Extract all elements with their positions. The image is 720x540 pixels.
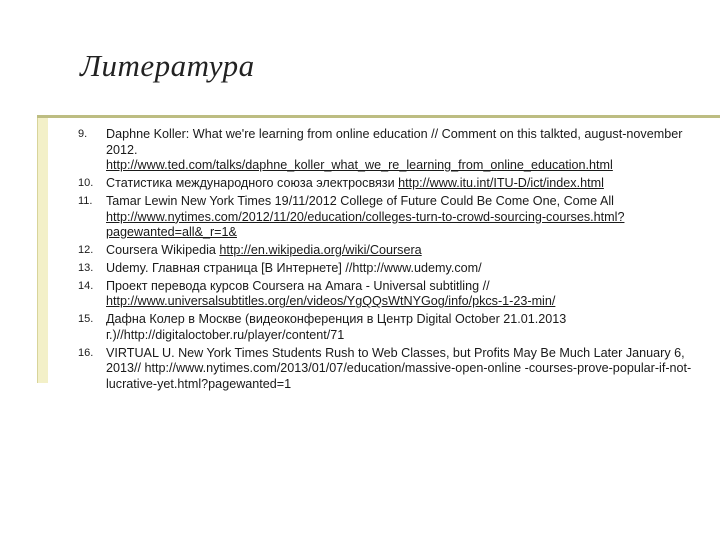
item-number: 9. (78, 128, 88, 140)
item-number: 14. (78, 279, 94, 292)
item-number: 11. (78, 194, 93, 207)
list-item (78, 261, 693, 277)
list-item (78, 279, 693, 310)
list-item (78, 176, 693, 192)
reference-list (78, 127, 693, 395)
item-link[interactable]: http://www.nytimes.com/2012/11/20/education/colleges-turn-to-crowd-sourcing-courses.html?pagewanted=all&_r=1& (106, 209, 625, 240)
list-item (78, 194, 693, 241)
item-text: Статистика международного союза электросвязи (106, 176, 399, 191)
item-text: Daphne Koller: What we're learning from online education // Comment on this talkted, august-november 2012. (106, 127, 683, 157)
title-divider (37, 115, 720, 118)
list-item (78, 346, 693, 393)
list-item (78, 243, 693, 259)
item-number: 16. (78, 346, 94, 359)
item-text: Дафна Колер в Москве (видеоконференция в Центр Digital October 21.01.2013 г.)//http://digitaloctober.ru/player/content/71 (106, 312, 567, 342)
item-text: VIRTUAL U. New York Times Students Rush to Web Classes, but Profits May Be Much Later January 6, 2013// http://www.nytimes.com/2013/01/07/education/massive-open-online -courses-prove-popular-if-not-lucrative-yet.html?pagewanted=1 (106, 345, 692, 391)
item-text: Tamar Lewin New York Times 19/11/2012 College of Future Could Be Come One, Come All (106, 193, 614, 208)
item-text: Проект перевода курсов Coursera на Amara - Universal subtitling // (106, 278, 490, 293)
item-number: 10. (78, 177, 94, 190)
list-item (78, 312, 693, 343)
item-link[interactable]: http://en.wikipedia.org/wiki/Coursera (219, 243, 422, 258)
item-link[interactable]: http://www.ted.com/talks/daphne_koller_what_we_re_learning_from_online_education.html (106, 158, 613, 173)
item-link[interactable]: http://www.itu.int/ITU-D/ict/index.html (398, 176, 604, 191)
item-link[interactable]: http://www.universalsubtitles.org/en/videos/YgQQsWtNYGog/info/pkcs-1-23-min/ (106, 294, 556, 309)
item-number: 12. (78, 244, 94, 257)
item-number: 15. (78, 313, 94, 326)
item-text: Udemy. Главная страница [В Интернете] //http://www.udemy.com/ (106, 260, 482, 275)
page-title: Литература (80, 48, 255, 83)
item-number: 13. (78, 261, 94, 274)
item-text: Coursera Wikipedia (106, 243, 220, 258)
list-item (78, 127, 693, 174)
